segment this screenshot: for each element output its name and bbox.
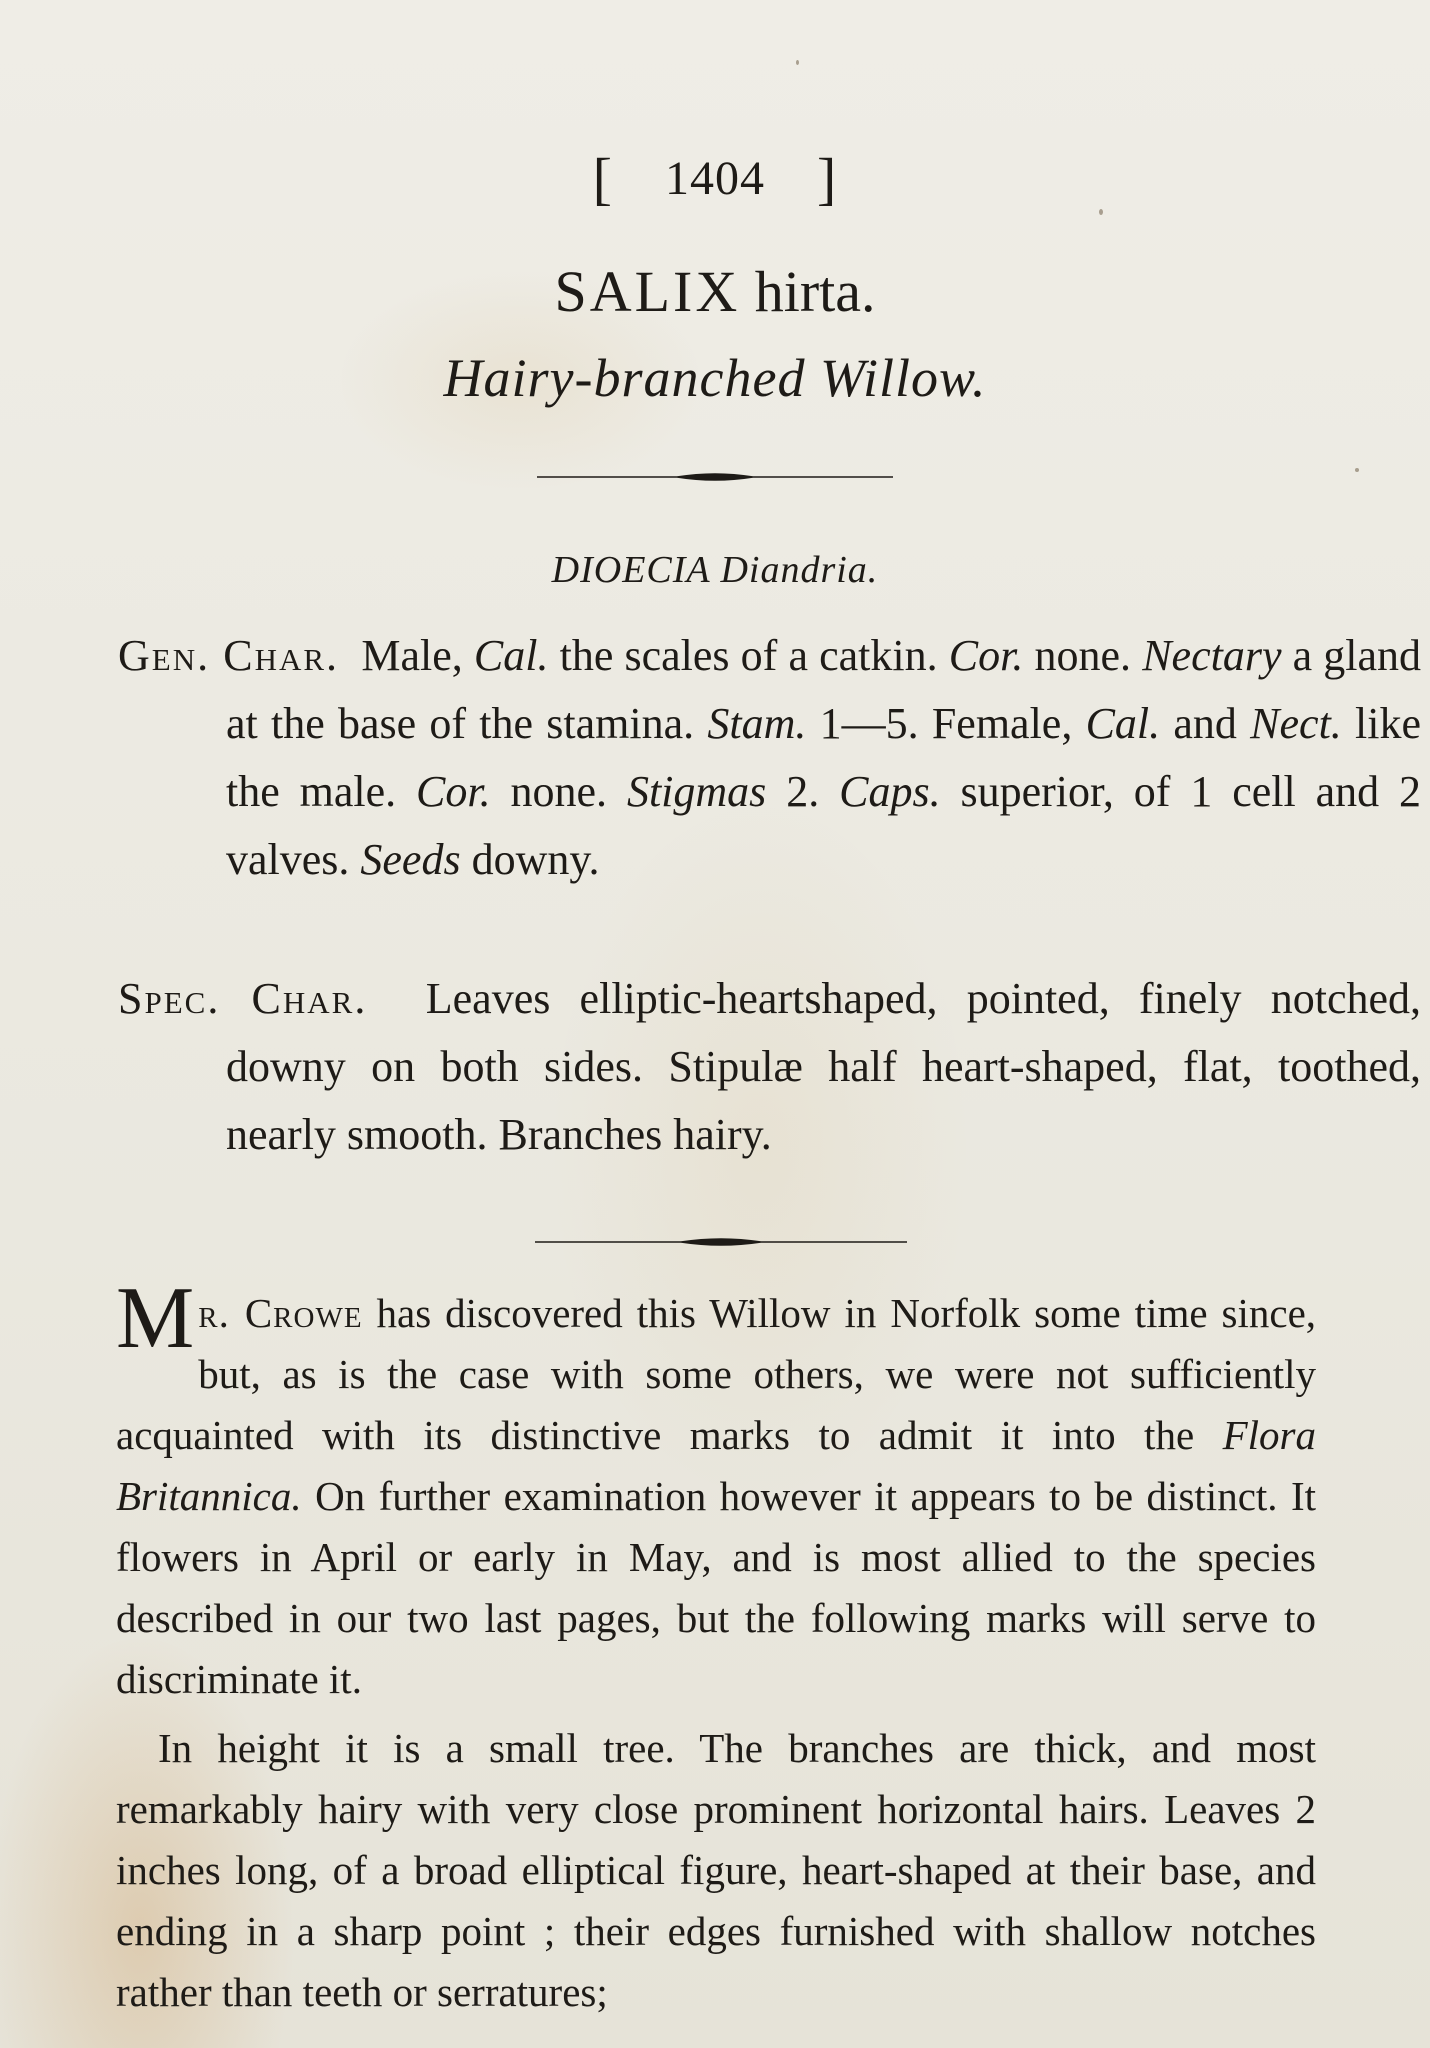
gen-char-text: none.	[1034, 631, 1132, 680]
gen-char-text: superior, of 1 cell and 2 valves.	[226, 767, 1422, 884]
gen-char-term: Seeds	[360, 835, 461, 884]
ink-speck	[796, 60, 799, 65]
gen-char-text: a gland at the base of the stamina.	[226, 631, 1422, 748]
specific-character	[118, 965, 1421, 1169]
gen-char-text: downy.	[471, 835, 600, 884]
species-epithet: hirta.	[754, 259, 876, 324]
gen-char-term: Cal.	[473, 631, 549, 680]
bracket-close: ]	[817, 146, 838, 211]
gen-char-text: the scales of a catkin.	[559, 631, 938, 680]
drop-cap: M	[116, 1270, 195, 1367]
spec-char-text: Leaves elliptic-heartshaped, pointed, finely notched, downy on both sides. Stipulæ half heart-shaped, flat, toothed, nearly smooth. Branches hairy.	[226, 974, 1422, 1159]
paragraph-text: On further examination however it appears to be distinct. It flowers in April or early in May, and is most allied to the species described in our two last pages, but the following marks will serve to discriminate it.	[116, 1473, 1317, 1702]
generic-character	[118, 622, 1421, 894]
ink-speck	[1355, 468, 1359, 472]
gen-char-text: 1—5. Female,	[819, 699, 1073, 748]
bracket-open: [	[592, 146, 613, 211]
work-title: Flora Britannica.	[116, 1412, 1317, 1519]
gen-char-term: Nectary	[1142, 631, 1282, 680]
body-paragraph-1	[116, 1270, 1317, 1710]
gen-char-text: none.	[510, 767, 608, 816]
gen-char-text: Male,	[361, 631, 463, 680]
spec-char-label: Spec. Char.	[118, 974, 368, 1023]
gen-char-label: Gen. Char.	[118, 631, 340, 680]
ornamental-rule	[537, 470, 893, 484]
author-name: r. Crowe	[198, 1290, 363, 1336]
paragraph-text: has discovered this Willow in Norfolk some time since, but, as is the case with some others, we were not sufficiently acquainted with its distinctive marks to admit it into the	[116, 1290, 1317, 1458]
gen-char-text: like the male.	[226, 699, 1422, 816]
common-name: Hairy-branched Willow.	[443, 348, 987, 408]
gen-char-term: Stam.	[707, 699, 807, 748]
gen-char-term: Cor.	[416, 767, 491, 816]
genus-name: SALIX	[554, 259, 741, 324]
ornamental-rule	[535, 1235, 907, 1249]
paragraph-text: In height it is a small tree. The branches are thick, and most remarkably hairy with very close prominent horizontal hairs. Leaves 2 inches long, of a broad elliptical figure, heart-shaped at their base, and ending in a sharp point ; their edges furnished with shallow notches rather than teeth or serratures;	[116, 1725, 1316, 2015]
gen-char-term: Cal.	[1085, 699, 1161, 748]
gen-char-text: 2.	[786, 767, 820, 816]
gen-char-term: Caps.	[839, 767, 941, 816]
gen-char-term: Cor.	[948, 631, 1024, 680]
page-number: 1404	[665, 152, 765, 205]
linnaean-classification	[0, 548, 1430, 592]
species-title	[0, 258, 1430, 325]
gen-char-text: and	[1173, 699, 1237, 748]
body-paragraph-2	[116, 1718, 1316, 2023]
gen-char-term: Stigmas	[626, 767, 767, 816]
class-name: DIOECIA	[551, 549, 710, 591]
order-name: Diandria.	[720, 549, 879, 591]
gen-char-term: Nect.	[1250, 699, 1342, 748]
page-number-header	[0, 145, 1430, 212]
